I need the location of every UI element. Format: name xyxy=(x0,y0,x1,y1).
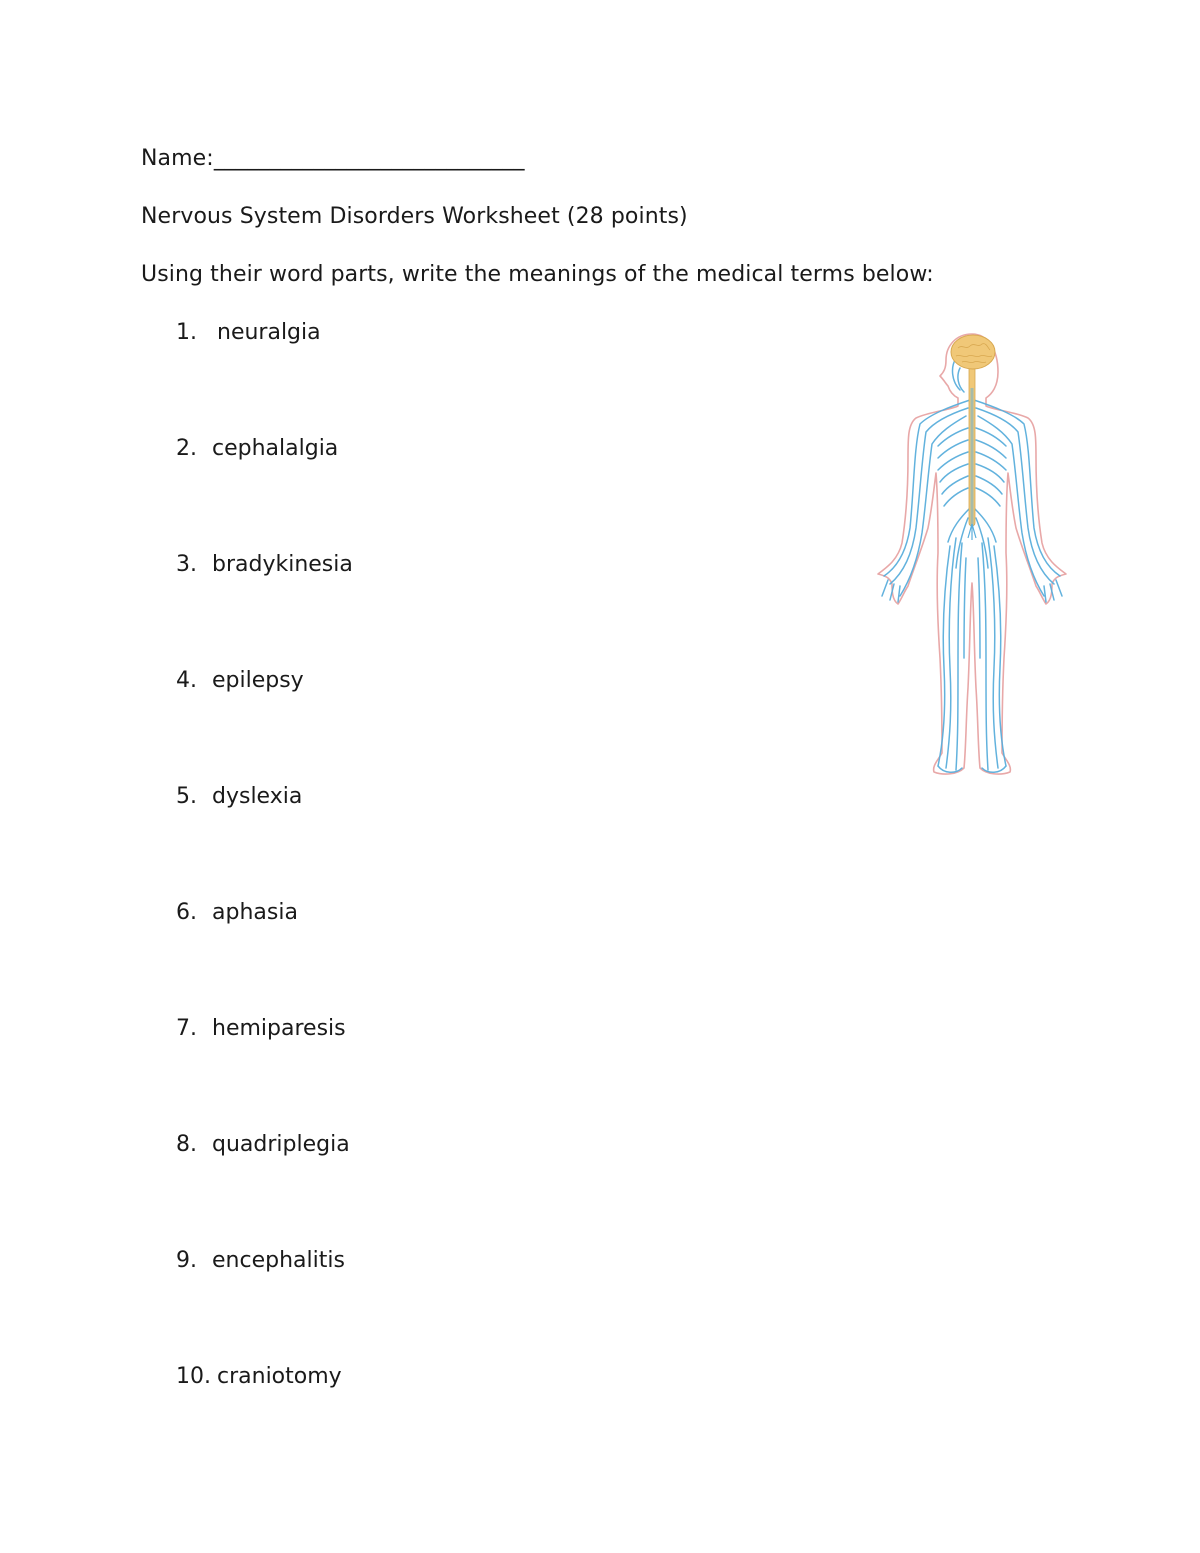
list-item xyxy=(176,899,298,927)
term-number: 10. xyxy=(176,1364,211,1389)
term-number: 7. xyxy=(176,1016,197,1041)
term-number: 4. xyxy=(176,668,197,693)
term-number: 8. xyxy=(176,1132,197,1157)
name-blank[interactable]: ____________________________ xyxy=(213,146,525,171)
term-text: neuralgia xyxy=(217,320,321,345)
list-item xyxy=(176,1363,342,1391)
term-number: 3. xyxy=(176,552,197,577)
term-text: hemiparesis xyxy=(212,1016,346,1041)
list-item xyxy=(176,1247,345,1275)
term-text: bradykinesia xyxy=(212,552,353,577)
list-item xyxy=(176,667,304,695)
nervous-system-figure-icon xyxy=(872,328,1072,783)
term-text: epilepsy xyxy=(212,668,304,693)
name-field xyxy=(141,145,525,173)
term-number: 2. xyxy=(176,436,197,461)
instructions: Using their word parts, write the meanings of the medical terms below: xyxy=(141,262,934,287)
list-item xyxy=(176,1015,346,1043)
term-number: 5. xyxy=(176,784,197,809)
worksheet-title: Nervous System Disorders Worksheet (28 points) xyxy=(141,204,688,229)
list-item xyxy=(176,551,353,579)
list-item xyxy=(176,319,321,347)
list-item xyxy=(176,1131,350,1159)
list-item xyxy=(176,783,302,811)
term-number: 1. xyxy=(176,320,197,345)
term-text: craniotomy xyxy=(217,1364,342,1389)
name-label: Name: xyxy=(141,146,214,171)
term-text: encephalitis xyxy=(212,1248,345,1273)
list-item xyxy=(176,435,338,463)
term-text: aphasia xyxy=(212,900,298,925)
term-number: 9. xyxy=(176,1248,197,1273)
term-text: quadriplegia xyxy=(212,1132,350,1157)
term-text: dyslexia xyxy=(212,784,303,809)
term-number: 6. xyxy=(176,900,197,925)
term-text: cephalalgia xyxy=(212,436,339,461)
